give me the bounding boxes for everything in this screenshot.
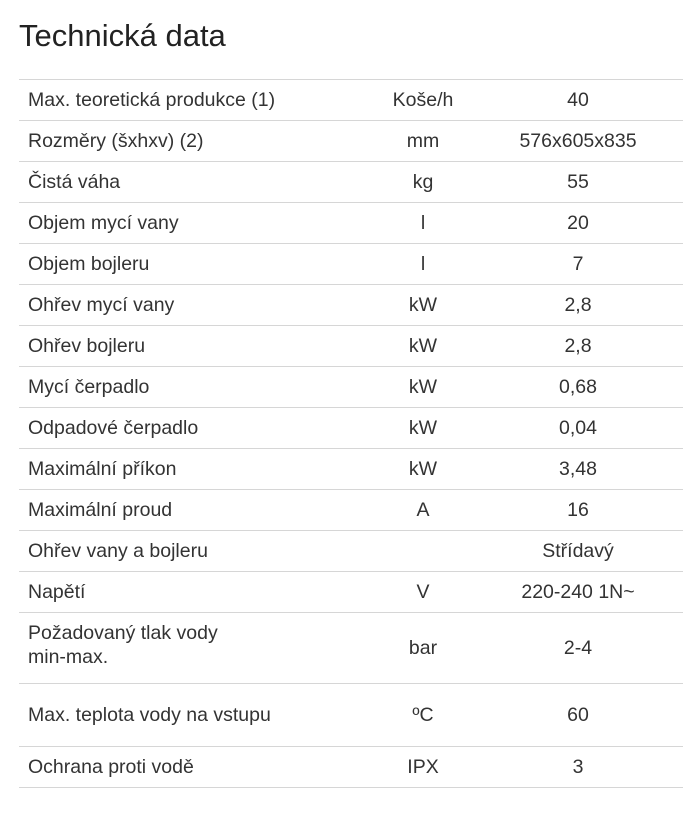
- row-label: Mycí čerpadlo: [19, 367, 373, 408]
- row-value: 2-4: [473, 613, 683, 684]
- table-row: [19, 747, 683, 788]
- row-value: 576x605x835: [473, 121, 683, 162]
- row-label-line1: Požadovaný tlak vody: [28, 622, 218, 644]
- row-label: Max. teoretická produkce (1): [19, 80, 373, 121]
- row-unit: ºC: [373, 684, 473, 747]
- row-value: 40: [473, 80, 683, 121]
- row-value: 16: [473, 490, 683, 531]
- row-value: 55: [473, 162, 683, 203]
- row-label: [19, 613, 373, 684]
- table-row: [19, 367, 683, 408]
- table-row: [19, 449, 683, 490]
- row-unit: kW: [373, 449, 473, 490]
- row-unit: IPX: [373, 747, 473, 788]
- table-row: [19, 203, 683, 244]
- row-unit: kW: [373, 367, 473, 408]
- row-label-line2: min-max.: [28, 646, 109, 668]
- row-label: Ohřev vany a bojleru: [19, 531, 373, 572]
- row-label: Maximální příkon: [19, 449, 373, 490]
- row-label: Rozměry (šxhxv) (2): [19, 121, 373, 162]
- row-value: Střídavý: [473, 531, 683, 572]
- row-value: 0,04: [473, 408, 683, 449]
- row-label: Maximální proud: [19, 490, 373, 531]
- row-unit: kW: [373, 408, 473, 449]
- row-unit: Koše/h: [373, 80, 473, 121]
- row-label: Max. teplota vody na vstupu: [19, 684, 373, 747]
- page-title: Technická data: [19, 18, 226, 53]
- table-row: [19, 490, 683, 531]
- row-unit: [373, 531, 473, 572]
- row-label: Objem bojleru: [19, 244, 373, 285]
- row-label: Čistá váha: [19, 162, 373, 203]
- row-value: 20: [473, 203, 683, 244]
- row-label: Odpadové čerpadlo: [19, 408, 373, 449]
- row-unit: kW: [373, 326, 473, 367]
- table-row: [19, 572, 683, 613]
- row-unit: kW: [373, 285, 473, 326]
- table-row: [19, 121, 683, 162]
- table-row: [19, 531, 683, 572]
- table-row: [19, 285, 683, 326]
- row-label: Napětí: [19, 572, 373, 613]
- row-unit: kg: [373, 162, 473, 203]
- row-label: Ohřev mycí vany: [19, 285, 373, 326]
- table-row: [19, 613, 683, 684]
- row-value: 3,48: [473, 449, 683, 490]
- row-unit: mm: [373, 121, 473, 162]
- row-value: 2,8: [473, 285, 683, 326]
- table-row: [19, 80, 683, 121]
- row-unit: bar: [373, 613, 473, 684]
- table-row: [19, 326, 683, 367]
- row-unit: l: [373, 203, 473, 244]
- row-unit: A: [373, 490, 473, 531]
- technical-data-table: [19, 79, 683, 788]
- row-value: 60: [473, 684, 683, 747]
- row-value: 220-240 1N~: [473, 572, 683, 613]
- table-row: [19, 244, 683, 285]
- row-value: 0,68: [473, 367, 683, 408]
- table-row: [19, 408, 683, 449]
- table-row: [19, 684, 683, 747]
- row-value: 7: [473, 244, 683, 285]
- row-unit: V: [373, 572, 473, 613]
- table-row: [19, 162, 683, 203]
- row-unit: l: [373, 244, 473, 285]
- row-label: Objem mycí vany: [19, 203, 373, 244]
- row-label: Ochrana proti vodě: [19, 747, 373, 788]
- row-value: 3: [473, 747, 683, 788]
- row-value: 2,8: [473, 326, 683, 367]
- row-label: Ohřev bojleru: [19, 326, 373, 367]
